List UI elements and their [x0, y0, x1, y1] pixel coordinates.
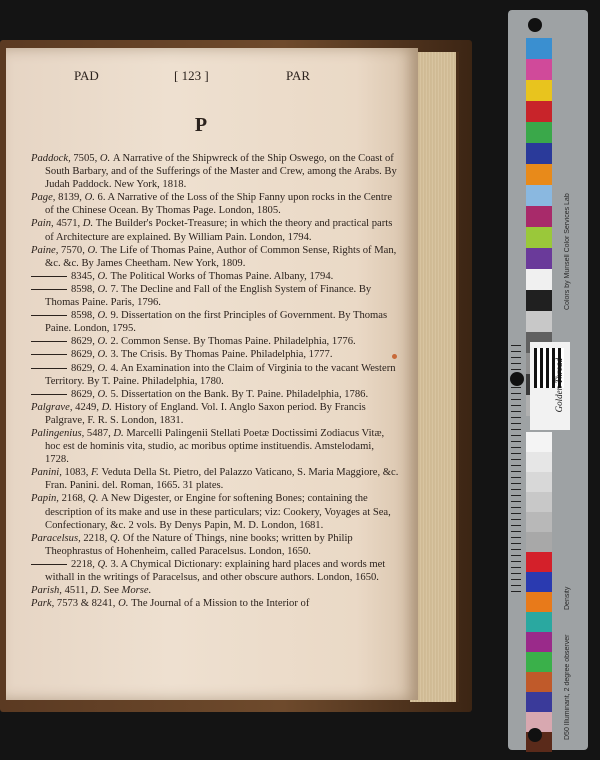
- catalog-entry: [31, 244, 399, 270]
- color-swatch: [526, 311, 552, 332]
- color-swatch: [526, 59, 552, 80]
- entry-format: O.: [97, 362, 111, 374]
- entry-text: Marcelli Palingenii Stellati Poetæ Doctissimi Zodiacus Vitæ, hoc est de hominis vita, studio, ac moribus optime instituendis. Amstelodami, 1728.: [45, 427, 385, 466]
- chart-hole-bottom: [528, 728, 542, 742]
- section-letter: P: [194, 114, 208, 136]
- catalog-entries: [31, 152, 399, 610]
- ditto-dash: [31, 368, 67, 369]
- ditto-dash: [31, 341, 67, 342]
- entry-heading: Papin,: [31, 493, 62, 505]
- entry-number: 2218,: [83, 532, 110, 544]
- entry-heading: Page,: [31, 192, 59, 204]
- entry-number: 7505,: [73, 153, 100, 164]
- grey-step: [526, 432, 552, 452]
- entry-text: The Builder's Pocket-Treasure; in which the theory and practical parts of Architecture are explained. By William Pain. London, 1794.: [45, 218, 393, 243]
- catalog-entry: [31, 492, 399, 531]
- entry-format: F.: [91, 467, 102, 479]
- entry-text: History of England. Vol. I. Anglo Saxon period. By Francis Palgrave, F. R. S. London, 1831.: [45, 401, 366, 426]
- entry-number: 4511,: [64, 585, 91, 597]
- entry-text: 9. Dissertation on the first Principles of Government. By Thomas Paine. London, 1795.: [45, 310, 388, 335]
- entry-format: O.: [97, 388, 111, 400]
- entry-text: 5. Dissertation on the Bank. By T. Paine. Philadelphia, 1786.: [110, 388, 369, 400]
- color-swatch: [526, 227, 552, 248]
- entry-heading: Park,: [31, 598, 57, 610]
- entry-text: Of the Nature of Things, nine books; written by Philip Theophrastus of Hohenheim, called Paracelsus. London, 1650.: [45, 532, 353, 557]
- entry-text: The Political Works of Thomas Paine. Albany, 1794.: [110, 270, 334, 282]
- grey-step: [526, 572, 552, 592]
- catalog-entry: [31, 388, 399, 401]
- catalog-entry: [31, 466, 399, 492]
- catalog-entry: [31, 401, 399, 427]
- grey-step: [526, 492, 552, 512]
- entry-format: D.: [82, 218, 96, 230]
- catalog-entry: [31, 427, 399, 466]
- entry-format: D.: [90, 585, 104, 597]
- color-swatch: [526, 290, 552, 311]
- entry-text: 4. An Examination into the Claim of Virginia to the vacant Western Territory. By T. Paine. Philadelphia, 1780.: [45, 362, 396, 387]
- entry-text: 2. Common Sense. By Thomas Paine. Philadelphia, 1776.: [110, 336, 356, 348]
- entry-number: 2168,: [61, 493, 89, 505]
- entry-text: A Narrative of the Shipwreck of the Ship Oswego, on the Coast of South Barbary, and of the Sufferings of the Master and Crew, among the Arabs. By Judah Paddock. New York, 1818.: [45, 153, 397, 191]
- entry-text: 3. A Chymical Dictionary: explaining hard places and words met withall in the writings of Paracelsus, and other obscure authors. London, 1650.: [45, 558, 386, 583]
- entry-format: O.: [84, 192, 98, 204]
- catalog-entry: [31, 335, 399, 348]
- entry-number: 8139,: [58, 192, 85, 204]
- book-page: [6, 48, 418, 700]
- ink-stain: [392, 354, 397, 359]
- catalog-entry: [31, 191, 399, 217]
- color-calibration-chart: [508, 10, 588, 750]
- grey-step: [526, 532, 552, 552]
- grey-step: [526, 692, 552, 712]
- entry-format: O.: [97, 283, 111, 295]
- ditto-dash: [31, 354, 67, 355]
- color-swatch: [526, 164, 552, 185]
- ditto-dash: [31, 276, 67, 277]
- grey-step: [526, 632, 552, 652]
- header-right: PAR: [286, 68, 311, 83]
- entry-format: O.: [97, 310, 111, 322]
- entry-text: 6. A Narrative of the Loss of the Ship Fanny upon rocks in the Centre of the Chinese Ocean. By Thomas Page. London, 1805.: [45, 192, 393, 217]
- entry-text: Veduta Della St. Pietro, del Palazzo Vaticano, S. Maria Maggiore, &c. Fran. Panini. del. Roman, 1665. 31 plates.: [45, 467, 399, 492]
- ditto-dash: [31, 289, 67, 290]
- catalog-entry: [31, 348, 399, 361]
- grey-step: [526, 612, 552, 632]
- entry-number: 8629,: [71, 362, 98, 374]
- entry-heading: Paddock,: [31, 153, 74, 164]
- catalog-entry: [31, 283, 399, 309]
- illuminant-text: D50 Illuminant, 2 degree observer: [564, 634, 571, 740]
- entry-heading: Paracelsus,: [31, 532, 84, 544]
- entry-text: 7. The Decline and Fall of the English System of Finance. By Thomas Paine. Paris, 1796.: [45, 283, 372, 309]
- entry-heading: Paine,: [31, 244, 62, 256]
- ditto-dash: [31, 564, 67, 565]
- grey-step: [526, 552, 552, 572]
- entry-format: Q.: [97, 558, 111, 570]
- catalog-entry: [31, 362, 399, 388]
- entry-text: 3. The Crisis. By Thomas Paine. Philadelphia, 1777.: [110, 349, 333, 361]
- entry-number: 4249,: [75, 401, 102, 413]
- color-swatch: [526, 143, 552, 164]
- ditto-dash: [31, 394, 67, 395]
- grey-step: [526, 652, 552, 672]
- catalog-entry: [31, 270, 399, 283]
- header-left: PAD: [74, 68, 99, 83]
- color-swatch: [526, 122, 552, 143]
- entry-number: 8629,: [71, 336, 98, 348]
- entry-format: O.: [99, 153, 113, 164]
- catalog-entry: [31, 597, 399, 610]
- entry-number: 4571,: [56, 218, 83, 230]
- color-swatch: [526, 80, 552, 101]
- golden-thread-target: [530, 342, 570, 430]
- entry-format: O.: [97, 336, 111, 348]
- color-swatch: [526, 38, 552, 59]
- color-swatch: [526, 269, 552, 290]
- grey-step: [526, 452, 552, 472]
- entry-number: 8598,: [71, 283, 98, 295]
- entry-format: O.: [97, 270, 111, 282]
- entry-format: O.: [87, 244, 101, 256]
- entry-number: 8598,: [71, 310, 98, 322]
- entry-number: 8629,: [71, 349, 98, 361]
- entry-number: 7573 & 8241,: [56, 598, 119, 610]
- entry-number: 8629,: [71, 388, 98, 400]
- grey-scale-steps: [526, 432, 552, 752]
- grey-step: [526, 472, 552, 492]
- catalog-entry: [31, 309, 399, 335]
- vendor-text: Colors by Munsell Color Services Lab: [564, 193, 571, 310]
- catalog-entry: [31, 584, 399, 597]
- catalog-entry: [31, 217, 399, 243]
- entry-text: The Journal of a Mission to the Interior of: [131, 598, 310, 610]
- ditto-dash: [31, 315, 67, 316]
- entry-text: See: [103, 585, 119, 597]
- color-swatch: [526, 206, 552, 227]
- grey-step: [526, 672, 552, 692]
- entry-text: The Life of Thomas Paine, Author of Common Sense, Rights of Man, &c. &c. By James Cheetham. New York, 1809.: [45, 244, 397, 269]
- grey-step: [526, 592, 552, 612]
- entry-number: 1083,: [64, 467, 92, 479]
- brand-label: Golden Thread: [554, 358, 564, 413]
- entry-format: O.: [118, 598, 132, 610]
- entry-heading: Palingenius,: [31, 427, 87, 439]
- entry-format: Q.: [88, 493, 102, 505]
- page-number: [ 123 ]: [174, 68, 209, 83]
- catalog-entry: [31, 558, 399, 584]
- entry-number: 7570,: [61, 244, 88, 256]
- color-swatch: [526, 101, 552, 122]
- entry-heading: Palgrave,: [31, 401, 76, 413]
- catalog-entry: [31, 152, 399, 191]
- entry-heading: Pain,: [31, 218, 57, 230]
- entry-format: D.: [101, 401, 115, 413]
- entry-format: Q.: [109, 532, 123, 544]
- entry-text: A New Digester, or Engine for softening Bones; containing the description of its make and use in these particulars; viz: Cookery, Voyages at Sea, Confectionary, &c. 2 vols. By Denys Papin, M. D. London, 1681.: [45, 493, 391, 531]
- color-swatch: [526, 248, 552, 269]
- running-header: [6, 68, 418, 86]
- entry-heading: Parish,: [31, 585, 65, 597]
- entry-format: D.: [113, 427, 127, 439]
- grey-step: [526, 512, 552, 532]
- entry-number: 2218,: [71, 558, 98, 570]
- chart-hole-middle: [510, 372, 524, 386]
- color-swatch: [526, 185, 552, 206]
- catalog-entry: [31, 532, 399, 558]
- entry-number: 8345,: [71, 270, 98, 282]
- see-reference: Morse.: [118, 585, 152, 597]
- chart-hole-top: [528, 18, 542, 32]
- entry-heading: Panini,: [31, 467, 65, 479]
- density-label: Density: [564, 586, 571, 610]
- entry-number: 5487,: [86, 427, 114, 439]
- entry-format: O.: [97, 349, 111, 361]
